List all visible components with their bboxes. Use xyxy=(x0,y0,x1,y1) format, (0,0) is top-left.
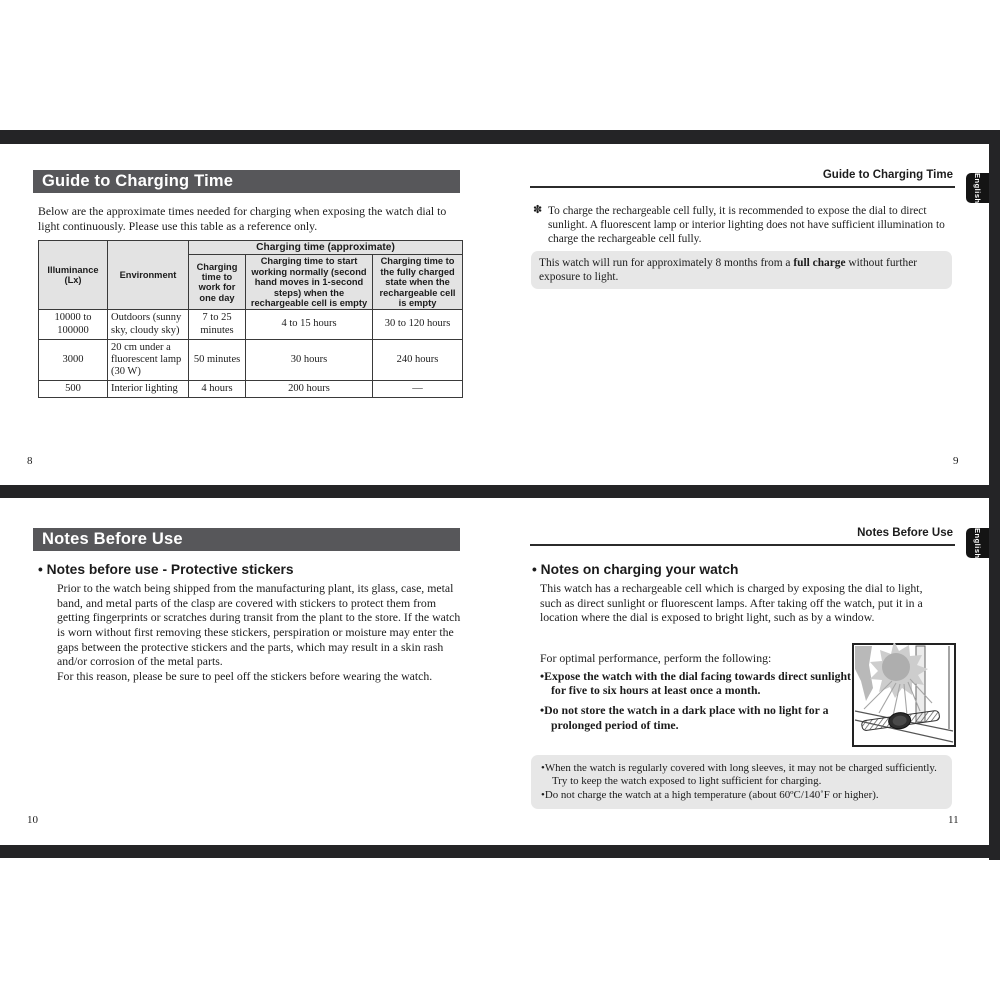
section-title: Guide to Charging Time xyxy=(42,172,234,190)
charging-notes-list xyxy=(541,762,942,802)
window-charging-illustration xyxy=(852,643,956,747)
right-edge-bar xyxy=(989,130,1000,860)
cell-one-day: 50 minutes xyxy=(189,339,246,380)
cell-illuminance: 10000 to 100000 xyxy=(39,310,108,339)
charging-time-table xyxy=(38,240,463,398)
cell-start-normal: 30 hours xyxy=(246,339,373,380)
footnote xyxy=(533,204,953,246)
body-paragraph-text2: For this reason, please be sure to peel off the stickers before wearing the watch. xyxy=(57,668,433,683)
col-header-environment: Environment xyxy=(108,241,189,310)
english-tab-label: English xyxy=(973,527,982,559)
asterisk-icon: ✽ xyxy=(533,204,543,216)
section-title-bar xyxy=(33,170,460,193)
cell-environment: 20 cm under a fluorescent lamp (30 W) xyxy=(108,339,189,380)
cell-environment: Outdoors (sunny sky, cloudy sky) xyxy=(108,310,189,339)
col-header-illuminance: Illuminance (Lx) xyxy=(39,241,108,310)
col-header-start-normal: Charging time to start working normally (second hand moves in 1-second steps) when the rechargeable cell is empty xyxy=(246,255,373,310)
body-paragraph-text: Prior to the watch being shipped from the manufacturing plant, its glass, case, metal band, and metal parts of the clasp are covered with stickers to protect them from getting fingerprints or scratches during transit from the plant to the store. If the watch is worn without first removing these stickers, perspiration or moisture may enter the gaps between the protective stickers and the parts, which may result in a skin rash and/or corrosion of the metal parts. xyxy=(57,581,461,669)
intro-paragraph: Below are the approximate times needed for charging when exposing the watch dial to light continuously. Please use this table as a reference only. xyxy=(38,204,447,233)
running-head-rule xyxy=(530,544,955,546)
cell-start-normal: 200 hours xyxy=(246,380,373,397)
body-paragraph xyxy=(57,581,463,683)
running-head: Guide to Charging Time xyxy=(822,169,953,181)
running-head: Notes Before Use xyxy=(857,527,953,539)
cell-one-day: 7 to 25 minutes xyxy=(189,310,246,339)
list-item: • Do not store the watch in a dark place with no light for a prolonged period of time. xyxy=(540,703,852,732)
page-number-11: 11 xyxy=(948,814,959,826)
page-number-9: 9 xyxy=(953,455,959,467)
optimal-intro: For optimal performance, perform the following: xyxy=(540,651,772,665)
running-head-rule xyxy=(530,186,955,188)
col-header-full-charge: Charging time to the fully charged state when the rechargeable cell is empty xyxy=(373,255,463,310)
col-header-one-day: Charging time to work for one day xyxy=(189,255,246,310)
info-box-text-post: without further exposure to light. xyxy=(539,257,918,284)
english-tab-label: English xyxy=(973,172,982,204)
cell-one-day: 4 hours xyxy=(189,380,246,397)
table-row xyxy=(39,339,463,380)
optimal-bullet-list xyxy=(540,669,852,733)
page-number-10: 10 xyxy=(27,814,38,826)
subsection-heading: • Notes on charging your watch xyxy=(532,562,952,577)
cell-full-charge: 240 hours xyxy=(373,339,463,380)
middle-divider-bar xyxy=(0,485,1000,498)
cell-illuminance: 3000 xyxy=(39,339,108,380)
cell-illuminance: 500 xyxy=(39,380,108,397)
list-item: • Expose the watch with the dial facing towards direct sunlight for five to six hours at least once a month. xyxy=(540,669,852,698)
top-divider-bar xyxy=(0,130,1000,144)
info-box-text-pre: This watch will run for approximately 8 months from a xyxy=(539,257,794,269)
list-item: • Do not charge the watch at a high temperature (about 60ºC/140˚F or higher). xyxy=(541,789,942,802)
table-row xyxy=(39,310,463,339)
optimal-performance-block xyxy=(540,651,852,733)
body-paragraph: This watch has a rechargeable cell which is charged by exposing the dial to light, such as direct sunlight or fluorescent lamps. After taking off the watch, put it in a location where the dial is exposed to bright light, such as by a window. xyxy=(540,581,923,625)
page-number-8: 8 xyxy=(27,455,33,467)
cell-full-charge: — xyxy=(373,380,463,397)
col-group-header: Charging time (approximate) xyxy=(189,241,463,255)
english-tab xyxy=(966,173,989,203)
window-charging-illustration-svg xyxy=(852,643,956,747)
table-row xyxy=(39,380,463,397)
bottom-divider-bar xyxy=(0,845,1000,858)
cell-environment: Interior lighting xyxy=(108,380,189,397)
cell-full-charge: 30 to 120 hours xyxy=(373,310,463,339)
full-charge-info-box xyxy=(531,251,952,289)
list-item: • When the watch is regularly covered with long sleeves, it may not be charged sufficiently. Try to keep the watch exposed to light sufficient for charging. xyxy=(541,762,942,789)
charging-notes-box xyxy=(531,755,952,809)
cell-start-normal: 4 to 15 hours xyxy=(246,310,373,339)
subsection-heading: • Notes before use - Protective stickers xyxy=(38,562,462,577)
footnote-text: To charge the rechargeable cell fully, it is recommended to expose the dial to direct sunlight. A fluorescent lamp or interior lighting does not have sufficient illumination to charge the rechargeable cell fully. xyxy=(548,205,945,246)
info-box-text-bold: full charge xyxy=(793,257,846,269)
section-title: Notes Before Use xyxy=(42,530,183,548)
section-title-bar xyxy=(33,528,460,551)
english-tab xyxy=(966,528,989,558)
